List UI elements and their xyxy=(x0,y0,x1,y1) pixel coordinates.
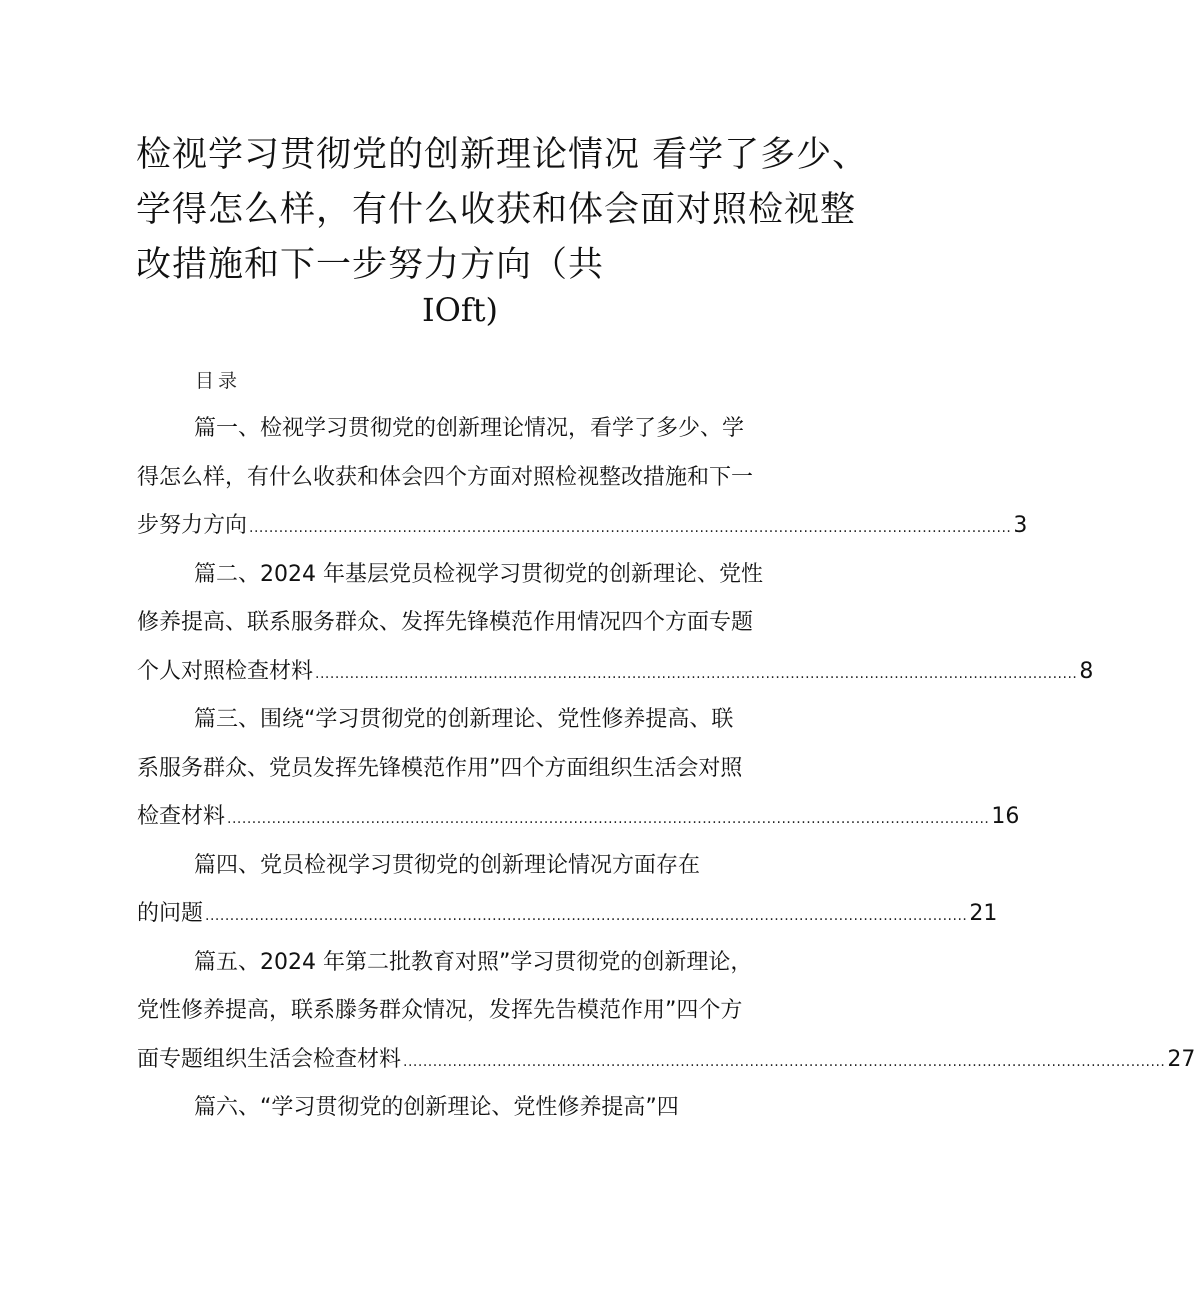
toc-entry-line: 篇四、党员检视学习贯彻党的创新理论情况方面存在 xyxy=(194,852,701,878)
table-of-contents xyxy=(137,405,1195,1133)
toc-entry-last-line xyxy=(137,648,1094,697)
toc-entry-line: 面专题组织生活会检查材料 xyxy=(137,1046,402,1072)
toc-entry-line: 个人对照检查材料 xyxy=(137,658,314,684)
toc-leader-dots: .......................................................................................................................................................... xyxy=(403,1053,1166,1070)
toc-entry[interactable] xyxy=(137,696,1020,842)
title-line: 学得怎么样，有什么收获和体会面对照检视整 xyxy=(136,190,857,230)
toc-entry-line: 得怎么样，有什么收获和体会四个方面对照检视整改措施和下一 xyxy=(137,464,754,490)
toc-entry-line: 篇一、检视学习贯彻党的创新理论情况，看学了多少、学 xyxy=(194,416,745,441)
toc-entry-line: 篇五、2024 年第二批教育对照”学习贯彻党的创新理论， xyxy=(194,949,753,975)
title-line: 检视学习贯彻党的创新理论情况 看学了多少、 xyxy=(136,135,869,175)
toc-entry-line: 篇三、围绕“学习贯彻党的创新理论、党性修养提高、联 xyxy=(194,707,734,732)
toc-entry[interactable] xyxy=(137,405,1028,551)
toc-leader-dots: .......................................................................................................................................................... xyxy=(227,811,990,827)
toc-entry[interactable] xyxy=(137,939,1195,1085)
document-subtitle: IOft) xyxy=(421,291,499,329)
toc-entry[interactable] xyxy=(137,551,1094,697)
toc-leader-dots: .......................................................................................................................................................... xyxy=(315,665,1078,682)
toc-page-number: 3 xyxy=(1013,513,1028,538)
toc-entry[interactable] xyxy=(137,1084,787,1133)
toc-page-number: 16 xyxy=(991,804,1020,829)
toc-entry-line: 篇六、“学习贯彻党的创新理论、党性修养提高”四 xyxy=(194,1095,679,1120)
toc-leader-dots: .......................................................................................................................................................... xyxy=(249,520,1012,536)
toc-entry-line: 系服务群众、党员发挥先锋模范作用”四个方面组织生活会对照 xyxy=(137,755,743,781)
toc-heading: 目录 xyxy=(195,370,242,392)
toc-entry-last-line xyxy=(137,890,998,939)
toc-entry-line: 党性修养提高，联系滕务群众情况，发挥先告模范作用”四个方 xyxy=(137,998,743,1023)
toc-entry-line: 的问题 xyxy=(137,901,204,926)
toc-page-number: 27 xyxy=(1167,1046,1195,1072)
toc-entry-line: 修养提高、联系服务群众、发挥先锋模范作用情况四个方面专题 xyxy=(137,610,754,635)
toc-entry-last-line xyxy=(137,502,1028,551)
toc-page-number: 8 xyxy=(1079,658,1094,684)
toc-entry-line: 步努力方向 xyxy=(137,513,248,538)
toc-entry-last-line xyxy=(137,1036,1195,1085)
toc-leader-dots: .......................................................................................................................................................... xyxy=(205,908,968,924)
toc-entry-line: 检查材料 xyxy=(137,804,226,829)
title-line: 改措施和下一步努力方向（共 xyxy=(136,245,605,285)
toc-entry-line: 篇二、2024 年基层党员检视学习贯彻党的创新理论、党性 xyxy=(194,561,763,587)
toc-page-number: 21 xyxy=(969,901,998,926)
toc-entry-last-line xyxy=(137,793,1020,842)
document-title xyxy=(136,128,869,293)
toc-entry[interactable] xyxy=(137,842,998,939)
